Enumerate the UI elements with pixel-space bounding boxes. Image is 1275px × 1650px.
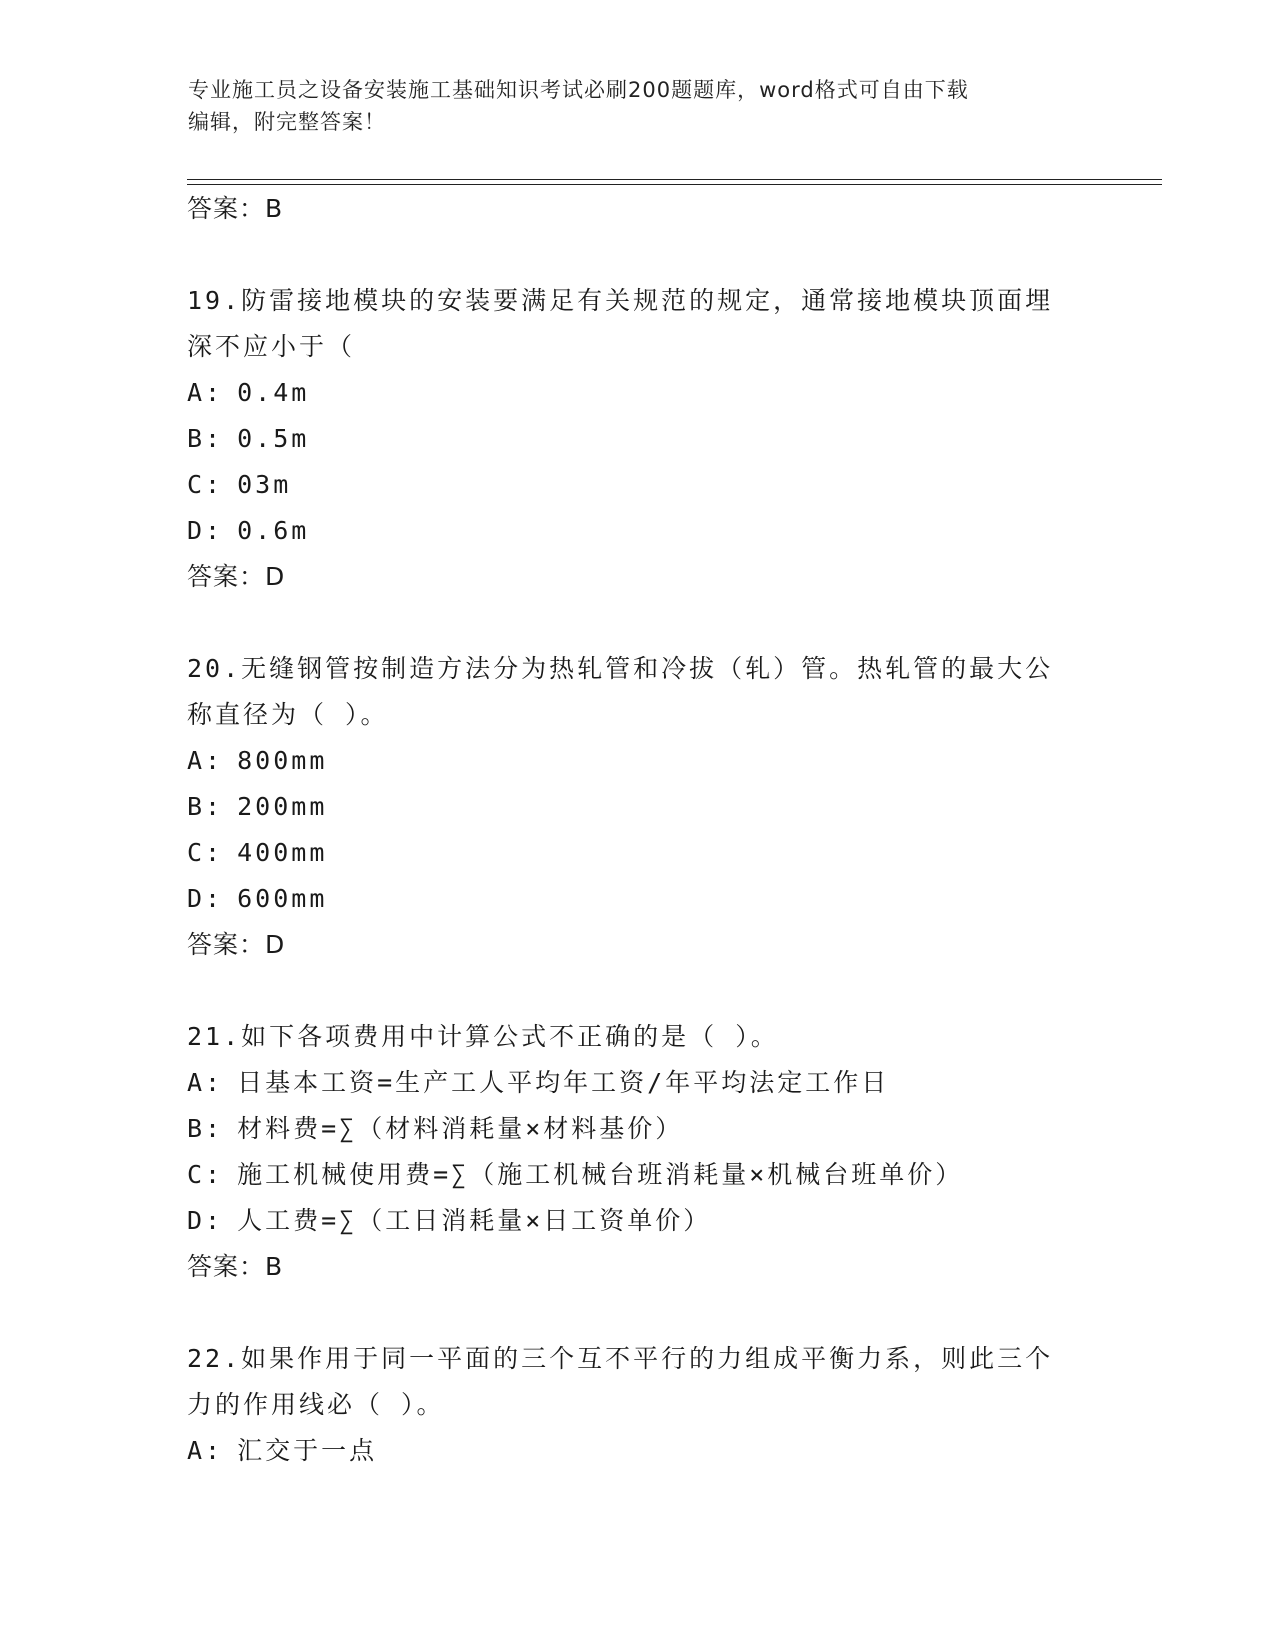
option-c [187, 462, 1087, 508]
answer-line: 答案：B [187, 194, 284, 223]
question-text-line: 19.防雷接地模块的安装要满足有关规范的规定，通常接地模块顶面埋 [187, 286, 1054, 315]
question-20 [187, 646, 1087, 968]
option-letter: B: [187, 792, 224, 821]
option-c [187, 1152, 1087, 1198]
option-a [187, 1428, 1087, 1474]
question-22 [187, 1336, 1087, 1474]
option-value: 600mm [237, 884, 328, 913]
option-letter: B: [187, 424, 224, 453]
option-d [187, 876, 1087, 922]
option-letter: D: [187, 516, 224, 545]
header-line-1: 专业施工员之设备安装施工基础知识考试必刷200题题库，word格式可自由下载 [188, 78, 969, 102]
option-b [187, 416, 1087, 462]
question-21 [187, 1014, 1087, 1290]
option-d [187, 508, 1087, 554]
question-text-line: 力的作用线必（ ）。 [187, 1390, 445, 1419]
option-letter: A: [187, 378, 224, 407]
option-a [187, 738, 1087, 784]
option-letter: D: [187, 884, 224, 913]
option-letter: A: [187, 1436, 224, 1465]
question-text-line: 21.如下各项费用中计算公式不正确的是（ ）。 [187, 1022, 779, 1051]
option-value: 800mm [237, 746, 328, 775]
option-a [187, 1060, 1087, 1106]
option-value: 材料费=∑（材料消耗量×材料基价） [237, 1114, 684, 1143]
option-b [187, 1106, 1087, 1152]
question-text [187, 1014, 1087, 1060]
question-text-line: 20.无缝钢管按制造方法分为热轧管和冷拔（轧）管。热轧管的最大公 [187, 654, 1054, 683]
question-text [187, 646, 1087, 738]
option-value: 汇交于一点 [237, 1436, 378, 1465]
option-letter: B: [187, 1114, 224, 1143]
question-text-line: 深不应小于（ [187, 332, 356, 361]
header-rule-bottom [187, 184, 1162, 185]
option-a [187, 370, 1087, 416]
option-letter: A: [187, 746, 224, 775]
option-value: 0.6m [237, 516, 310, 545]
header-line-2: 编辑，附完整答案！ [188, 110, 386, 134]
option-value: 0.5m [237, 424, 310, 453]
option-d [187, 1198, 1087, 1244]
option-letter: D: [187, 1206, 224, 1235]
option-value: 施工机械使用费=∑（施工机械台班消耗量×机械台班单价） [237, 1160, 964, 1189]
option-value: 03m [237, 470, 292, 499]
option-value: 日基本工资=生产工人平均年工资/年平均法定工作日 [237, 1068, 890, 1097]
option-b [187, 784, 1087, 830]
option-letter: C: [187, 470, 224, 499]
option-letter: C: [187, 838, 224, 867]
option-value: 200mm [237, 792, 328, 821]
question-19 [187, 278, 1087, 600]
option-c [187, 830, 1087, 876]
document-body [187, 186, 1087, 1474]
answer-line: 答案：D [187, 930, 286, 959]
option-letter: A: [187, 1068, 224, 1097]
question-text-line: 22.如果作用于同一平面的三个互不平行的力组成平衡力系，则此三个 [187, 1344, 1054, 1373]
option-value: 400mm [237, 838, 328, 867]
question-text-line: 称直径为（ ）。 [187, 700, 389, 729]
header-rule-top [187, 179, 1162, 180]
answer-line: 答案：B [187, 1252, 284, 1281]
answer-line: 答案：D [187, 562, 286, 591]
document-header [188, 74, 1088, 138]
question-text [187, 278, 1087, 370]
option-value: 人工费=∑（工日消耗量×日工资单价） [237, 1206, 712, 1235]
option-letter: C: [187, 1160, 224, 1189]
option-value: 0.4m [237, 378, 310, 407]
question-text [187, 1336, 1087, 1428]
